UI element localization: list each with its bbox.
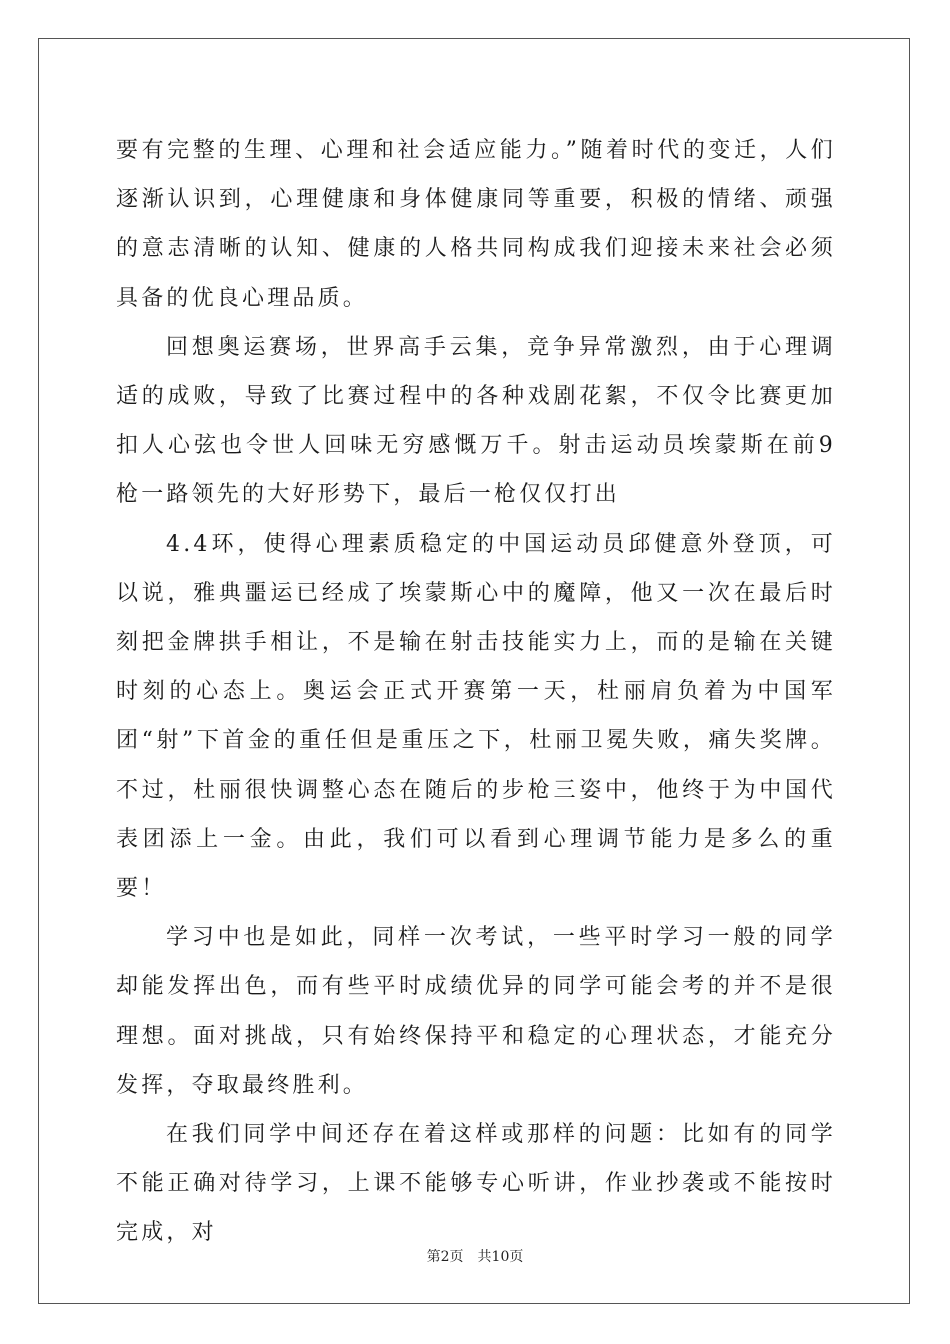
paragraph-2: 回想奥运赛场，世界高手云集，竞争异常激烈，由于心理调适的成败，导致了比赛过程中的各种戏剧花絮，不仅令比赛更加扣人心弦也令世人回味无穷感慨万千。射击运动员埃蒙斯在前9枪一路领先的大好形势下，最后一枪仅仅打出 — [116, 334, 836, 508]
document-body — [116, 126, 836, 1258]
paragraph-4: 学习中也是如此，同样一次考试，一些平时学习一般的同学却能发挥出色，而有些平时成绩优异的同学可能会考的并不是很理想。面对挑战，只有始终保持平和稳定的心理状态，才能充分发挥，夺取最终胜利。 — [116, 925, 836, 1098]
paragraph-3: 4.4环，使得心理素质稳定的中国运动员邱健意外登顶，可以说，雅典噩运已经成了埃蒙斯心中的魔障，他又一次在最后时刻把金牌拱手相让，不是输在射击技能实力上，而的是输在关键时刻的心态上。奥运会正式开赛第一天，杜丽肩负着为中国军团“射”下首金的重任但是重压之下，杜丽卫冕失败，痛失奖牌。不过，杜丽很快调整心态在随后的步枪三姿中，他终于为中国代表团添上一金。由此，我们可以看到心理调节能力是多么的重要！ — [116, 531, 836, 902]
paragraph-1: 要有完整的生理、心理和社会适应能力。”随着时代的变迁，人们逐渐认识到，心理健康和身体健康同等重要，积极的情绪、顽强的意志清晰的认知、健康的人格共同构成我们迎接未来社会必须具备的优良心理品质。 — [116, 138, 836, 311]
page-number: 第2页 — [426, 1249, 464, 1265]
page-total: 共10页 — [477, 1249, 524, 1265]
paragraph-5: 在我们同学中间还存在着这样或那样的问题：比如有的同学不能正确对待学习，上课不能够专心听讲，作业抄袭或不能按时完成，对 — [116, 1122, 836, 1246]
page-footer — [0, 1246, 950, 1266]
